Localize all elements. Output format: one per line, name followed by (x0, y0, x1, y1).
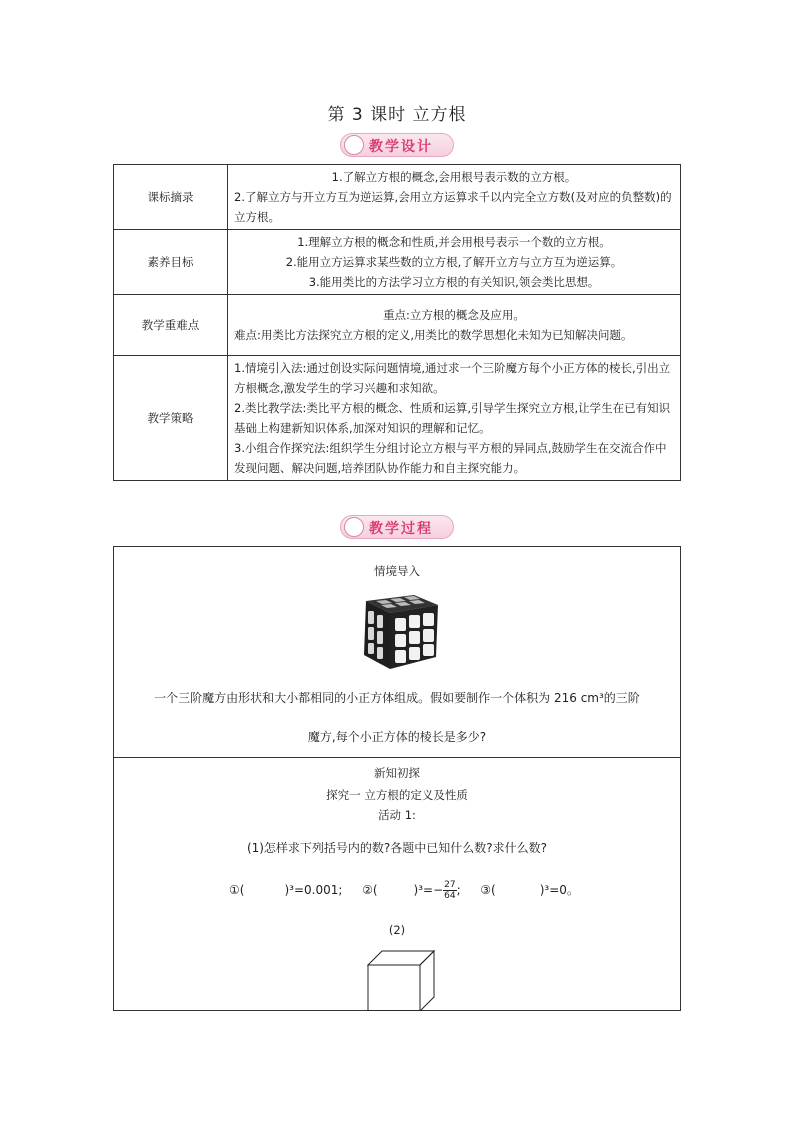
section-divider (114, 757, 680, 758)
design-table (113, 164, 681, 481)
fraction: $\frac{27}{64}$ (444, 880, 456, 901)
equations-line: ①( )³=0.001; ②( )³=− $\frac{27}{64}$ ; ③( )³=0。 (229, 880, 579, 901)
page-title: 第 3 课时 立方根 (327, 105, 467, 125)
design-badge (340, 133, 454, 157)
row-value: 1.情境引入法:通过创设实际问题情境,通过求一个三阶魔方每个小正方体的棱长,引出立方根概念,激发学生的学习兴趣和求知欲。 2.类比教学法:类比平方根的概念、性质和运算,引导学生探究立方根,让学生在已有知识基础上构建新知识体系,加深对知识的理解和记忆。 3.小组合作探究法:组织学生分组讨论立方根与平方根的异同点,鼓励学生在交流合作中发现问题、解决问题,培养团队协作能力和自主探究能力。 (228, 356, 681, 481)
row-key: 教学策略 (114, 356, 228, 481)
intro-text-2: 魔方,每个小正方体的棱长是多少? (307, 730, 487, 744)
process-badge (340, 515, 454, 539)
row-key: 课标摘录 (114, 165, 228, 230)
badge-icon (344, 135, 364, 155)
activity-label: 活动 1: (378, 808, 416, 822)
rubiks-cube-image (354, 593, 440, 671)
row-value: 重点:立方根的概念及应用。 难点:用类比方法探究立方根的定义,用类比的数学思想化未知为已知解决问题。 (228, 295, 681, 356)
question-text: (1)怎样求下列括号内的数?各题中已知什么数?求什么数? (246, 841, 548, 855)
table-row (114, 165, 681, 230)
sub-question-2: (2) (388, 923, 406, 937)
row-value: 1.了解立方根的概念,会用根号表示数的立方根。 2.了解立方与开立方互为逆运算,会用立方运算求千以内完全立方数(及对应的负整数)的立方根。 (228, 165, 681, 230)
cube-figure (366, 949, 438, 1011)
table-row (114, 230, 681, 295)
row-value: 1.理解立方根的概念和性质,并会用根号表示一个数的立方根。 2.能用立方运算求某些数的立方根,了解开立方与立方互为逆运算。 3.能用类比的方法学习立方根的有关知识,领会类比思想。 (228, 230, 681, 295)
new-heading: 新知初探 (374, 766, 420, 780)
row-key: 素养目标 (114, 230, 228, 295)
row-key: 教学重难点 (114, 295, 228, 356)
table-row (114, 356, 681, 481)
intro-heading: 情境导入 (374, 564, 420, 578)
process-badge-label: 教学过程 (369, 521, 433, 537)
badge-icon (344, 517, 364, 537)
table-row (114, 295, 681, 356)
intro-text-1: 一个三阶魔方由形状和大小都相同的小正方体组成。假如要制作一个体积为 216 cm³的三阶 (154, 691, 640, 705)
design-badge-label: 教学设计 (369, 139, 433, 155)
process-box (113, 546, 681, 1011)
explore-title: 探究一 立方根的定义及性质 (326, 788, 468, 802)
